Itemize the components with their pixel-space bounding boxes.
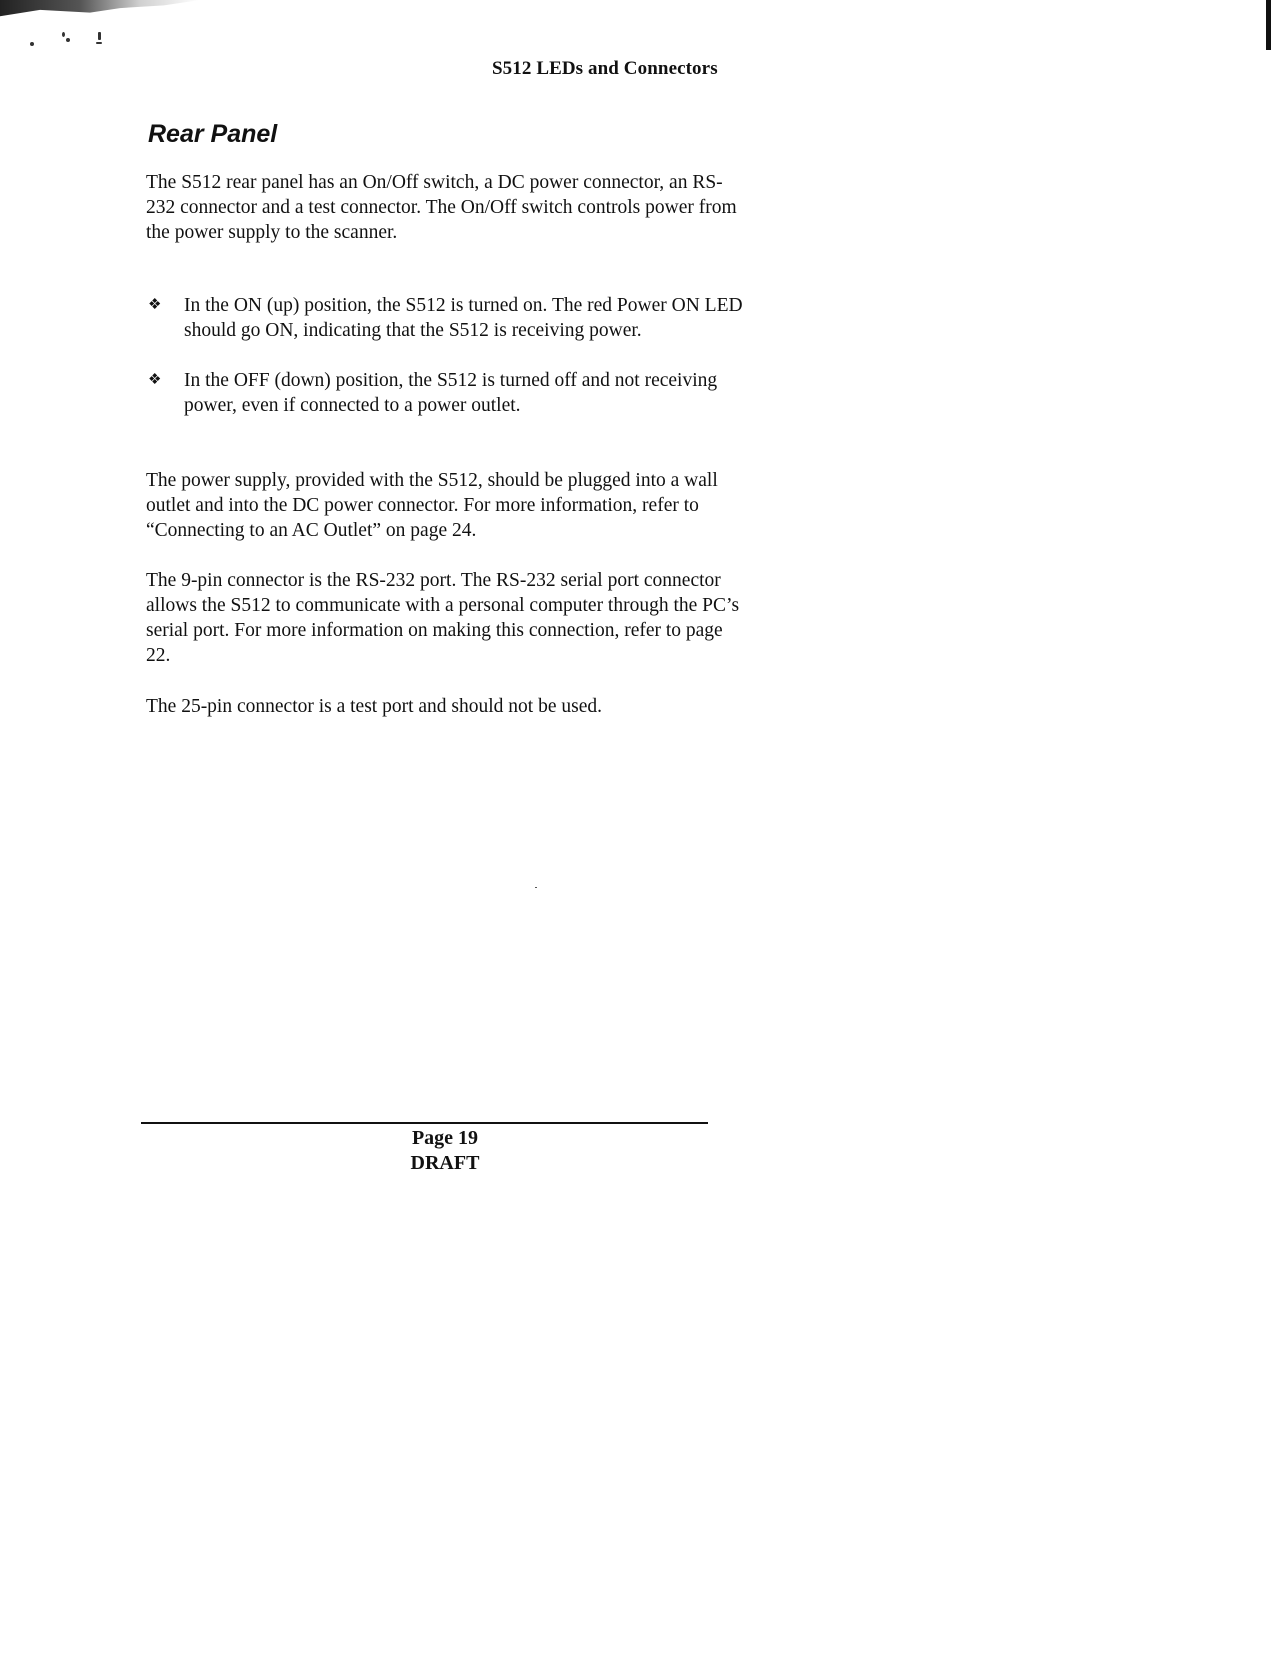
diamond-bullet-icon: ❖: [148, 297, 162, 313]
footer-divider: [141, 1122, 708, 1124]
list-item: [146, 368, 746, 418]
scan-artifact-smudge: [0, 0, 200, 18]
rs232-paragraph: The 9-pin connector is the RS-232 port. The RS-232 serial port connector allows the S512 to communicate with a personal computer through the PC’s serial port. For more information on making this connection, refer to page 22.: [146, 570, 740, 666]
section-heading: Rear Panel: [148, 120, 278, 148]
scan-artifact-edge: [1266, 0, 1271, 50]
test-port-paragraph: The 25-pin connector is a test port and should not be used.: [146, 696, 602, 717]
scan-artifact-specks: [30, 30, 120, 52]
bullet-text: In the ON (up) position, the S512 is turned on. The red Power ON LED should go ON, indicating that the S512 is receiving power.: [184, 295, 743, 341]
page-number: Page 19: [411, 1127, 479, 1149]
scan-artifact-dot: [535, 887, 537, 888]
diamond-bullet-icon: ❖: [148, 372, 162, 388]
power-supply-paragraph: The power supply, provided with the S512, should be plugged into a wall outlet and into the DC power connector. For more information, refer to “Connecting to an AC Outlet” on page 24.: [146, 470, 718, 541]
list-item: [146, 293, 746, 343]
bullet-text: In the OFF (down) position, the S512 is turned off and not receiving power, even if connected to a power outlet.: [184, 370, 718, 416]
draft-label: DRAFT: [410, 1152, 480, 1174]
intro-paragraph: The S512 rear panel has an On/Off switch, a DC power connector, an RS-232 connector and a test connector. The On/Off switch controls power from the power supply to the scanner.: [146, 172, 737, 243]
running-header: S512 LEDs and Connectors: [492, 58, 718, 79]
bullet-list: [146, 293, 746, 443]
